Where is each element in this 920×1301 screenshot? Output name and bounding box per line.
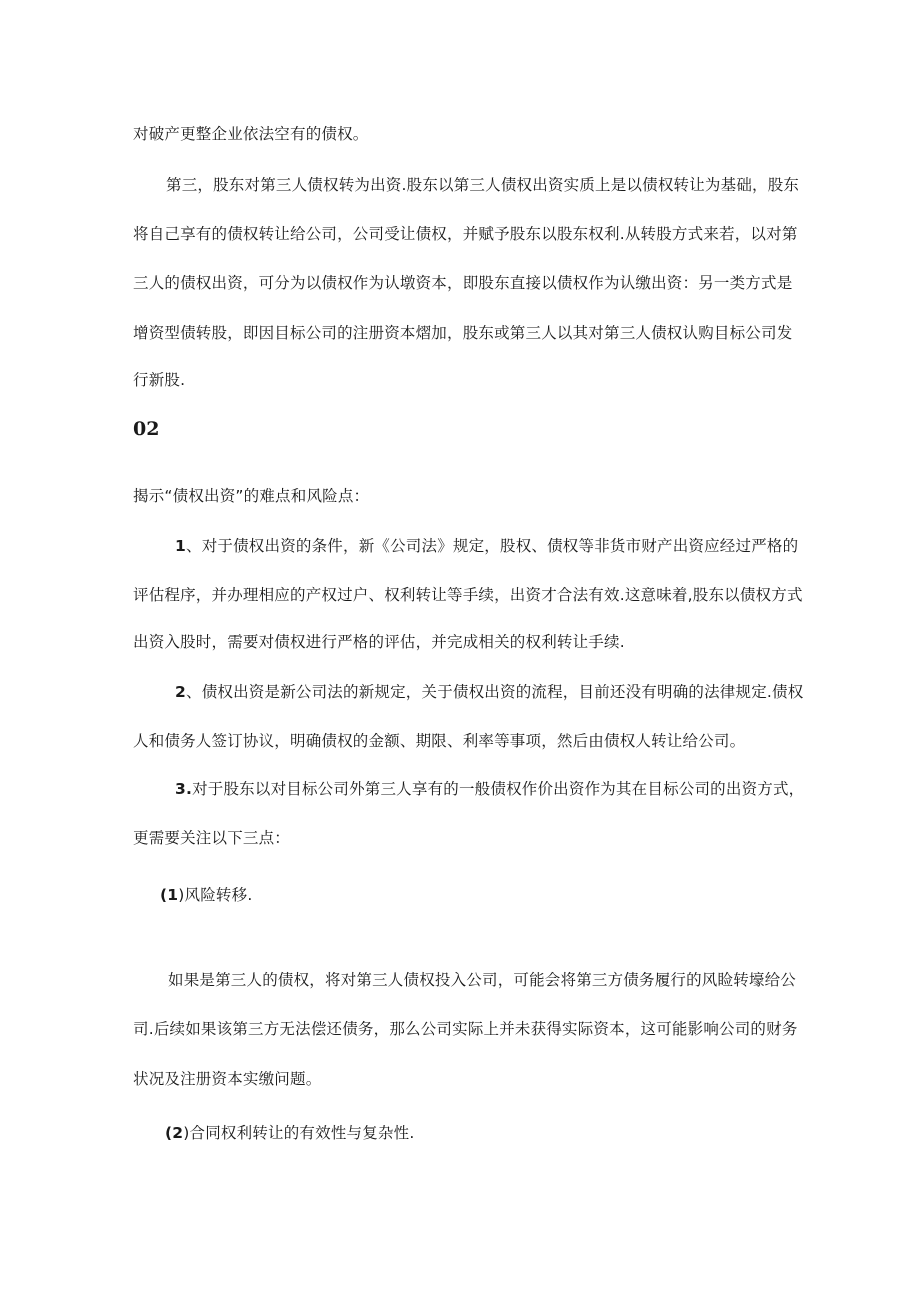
list-item-line: [175, 535, 798, 557]
list-item-text: 、债权出资是新公司法的新规定，关于债权出资的流程，目前还没有明确的法律规定.债权: [186, 683, 804, 701]
list-item-line: 更需要关注以下三点：: [133, 829, 291, 847]
paragraph-line: 第三，股东对第三人债权转为出资.股东以第三人债权出资实质上是以债权转让为基础，股东: [166, 176, 800, 194]
list-item-line: 人和债务人签订协议，明确债权的金额、期限、利率等事项，然后由债权人转让给公司。: [133, 732, 746, 750]
list-item-line: 评估程序，并办理相应的产权过户、权利转让等手续，出资才合法有效.这意味着,股东以债权方式: [133, 586, 803, 604]
paragraph-line: 行新股.: [133, 371, 186, 389]
list-item-line: [175, 778, 804, 800]
list-item-number: 2: [175, 683, 186, 701]
list-item-number: 1: [175, 537, 186, 555]
paragraph-line: 增资型债转股，即因目标公司的注册资本熠加，股东或第三人以其对第三人债权认购目标公司发: [133, 324, 793, 342]
paragraph-line: 对破产更整企业依法空有的债权。: [133, 125, 369, 143]
paragraph-line: 将自己享有的债权转让给公司，公司受让债权，并赋予股东以股东权利.从转股方式来若，以对第: [133, 225, 798, 243]
section-number: 02: [133, 418, 160, 440]
sub-item-heading: [160, 884, 252, 906]
paragraph-line: 三人的债权出资，可分为以债权作为认墩资本，即股东直接以债权作为认缴出资：另一类方式是: [133, 274, 793, 292]
sub-item-heading: [165, 1122, 414, 1144]
list-item-line: 出资入股时，需要对债权进行严格的评估，并完成相关的权利转让手续.: [133, 633, 625, 651]
paragraph-line: 状况及注册资本实缴问题。: [133, 1070, 322, 1088]
paragraph-line: 如果是第三人的债权，将对第三人债权投入公司，可能会将第三方债务履行的风睑转壕给公: [168, 971, 797, 989]
list-item-line: [175, 681, 803, 703]
paragraph-line: 司.后续如果该第三方无法偿还债务，那么公司实际上并未获得实际资本，这可能影响公司的财务: [133, 1020, 798, 1038]
sub-item-text: )合同权利转让的有效性与复杂性.: [183, 1124, 415, 1142]
sub-item-number: (2: [165, 1124, 184, 1142]
list-item-number: 3.: [175, 780, 193, 798]
list-item-text: 、对于债权出资的条件，新《公司法》规定，股权、债权等非货市财产出资应经过严格的: [186, 537, 799, 555]
section-title: 揭示“债权出资”的难点和风险点：: [133, 487, 370, 505]
sub-item-text: )风险转移.: [178, 886, 253, 904]
sub-item-number: (1: [160, 886, 179, 904]
list-item-text: 对于股东以对目标公司外第三人享有的一般债权作价出资作为其在目标公司的出资方式，: [192, 780, 805, 798]
